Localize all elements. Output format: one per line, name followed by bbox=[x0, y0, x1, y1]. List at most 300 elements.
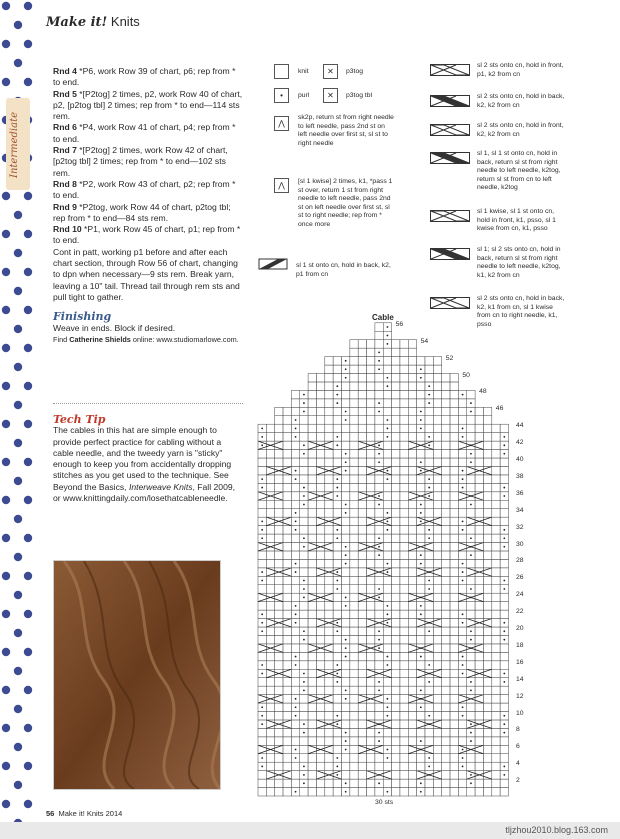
chart-cell bbox=[283, 593, 291, 601]
cable-cross bbox=[266, 466, 291, 474]
chart-cell bbox=[483, 458, 491, 466]
purl-mark bbox=[378, 689, 380, 691]
chart-cell bbox=[358, 458, 366, 466]
chart-cell bbox=[392, 340, 400, 348]
chart-cell bbox=[417, 416, 425, 424]
chart-cell bbox=[283, 433, 291, 441]
chart-cell bbox=[308, 407, 316, 415]
chart-cell bbox=[375, 627, 383, 635]
chart-cell bbox=[333, 652, 341, 660]
cable-cross bbox=[458, 441, 483, 449]
chart-cell bbox=[300, 788, 308, 796]
chart-cell bbox=[325, 712, 333, 720]
chart-cell bbox=[358, 407, 366, 415]
chart-cell bbox=[275, 754, 283, 762]
cable-cross bbox=[458, 543, 483, 551]
chart-cell bbox=[492, 644, 500, 652]
chart-cell bbox=[450, 382, 458, 390]
row-label: 34 bbox=[516, 506, 524, 514]
chart-cell bbox=[467, 788, 475, 796]
chart-cell bbox=[300, 703, 308, 711]
chart-cell bbox=[375, 500, 383, 508]
chart-cell bbox=[350, 754, 358, 762]
purl-mark bbox=[387, 377, 389, 379]
purl-mark bbox=[336, 495, 338, 497]
chart-cell bbox=[283, 652, 291, 660]
chart-cell bbox=[383, 720, 391, 728]
chart-cell bbox=[450, 534, 458, 542]
chart-cell bbox=[450, 602, 458, 610]
chart-cell bbox=[300, 720, 308, 728]
chart-cell bbox=[408, 678, 416, 686]
chart-cell bbox=[316, 441, 324, 449]
chart-cell bbox=[350, 593, 358, 601]
purl-mark bbox=[378, 546, 380, 548]
chart-cell bbox=[417, 374, 425, 382]
chart-cell bbox=[383, 500, 391, 508]
chart-cell bbox=[483, 703, 491, 711]
chart-cell bbox=[325, 357, 333, 365]
chart-cell bbox=[408, 526, 416, 534]
chart-cell bbox=[483, 543, 491, 551]
chart-cell bbox=[308, 559, 316, 567]
chart-cell bbox=[383, 576, 391, 584]
purl-mark bbox=[378, 504, 380, 506]
chart-cell bbox=[300, 661, 308, 669]
chart-cell bbox=[283, 627, 291, 635]
purl-mark bbox=[387, 613, 389, 615]
chart-cell bbox=[308, 635, 316, 643]
chart-cell bbox=[275, 652, 283, 660]
chart-cell bbox=[408, 754, 416, 762]
cable-cross bbox=[258, 745, 283, 753]
purl-mark bbox=[303, 495, 305, 497]
chart-cell bbox=[408, 669, 416, 677]
chart-cell bbox=[308, 534, 316, 542]
purl-mark bbox=[503, 766, 505, 768]
chart-cell bbox=[375, 492, 383, 500]
chart-cell bbox=[333, 619, 341, 627]
chart-cell bbox=[483, 593, 491, 601]
chart-cell bbox=[300, 466, 308, 474]
cable-symbol-icon bbox=[430, 124, 470, 136]
chart-cell bbox=[342, 762, 350, 770]
border-dot bbox=[2, 572, 10, 580]
chart-cell bbox=[275, 610, 283, 618]
chart-cell bbox=[300, 517, 308, 525]
chart-cell bbox=[442, 424, 450, 432]
chart-cell bbox=[500, 492, 508, 500]
chart-cell bbox=[375, 695, 383, 703]
chart-cell bbox=[316, 500, 324, 508]
chart-cell bbox=[417, 627, 425, 635]
chart-cell bbox=[333, 374, 341, 382]
chart-cell bbox=[450, 745, 458, 753]
chart-cell bbox=[342, 712, 350, 720]
chart-cell bbox=[475, 652, 483, 660]
chart-cell bbox=[483, 610, 491, 618]
cable-cross bbox=[258, 695, 283, 703]
chart-cell bbox=[358, 559, 366, 567]
chart-cell bbox=[458, 450, 466, 458]
chart-cell bbox=[392, 399, 400, 407]
chart-cell bbox=[342, 737, 350, 745]
chart-cell bbox=[400, 602, 408, 610]
chart-cell bbox=[258, 661, 266, 669]
chart-cell bbox=[467, 712, 475, 720]
chart-cell bbox=[392, 745, 400, 753]
chart-cell bbox=[417, 585, 425, 593]
purl-mark bbox=[345, 461, 347, 463]
chart-cell bbox=[275, 593, 283, 601]
cable-cross bbox=[316, 466, 341, 474]
chart-cell bbox=[358, 450, 366, 458]
chart-cell bbox=[350, 771, 358, 779]
chart-cell bbox=[492, 619, 500, 627]
chart-cell bbox=[400, 390, 408, 398]
chart-cell bbox=[308, 762, 316, 770]
chart-cell bbox=[442, 483, 450, 491]
chart-cell bbox=[375, 635, 383, 643]
chart-cell bbox=[383, 399, 391, 407]
chart-cell bbox=[467, 720, 475, 728]
purl-mark bbox=[345, 512, 347, 514]
chart-cell bbox=[425, 568, 433, 576]
chart-cell bbox=[308, 543, 316, 551]
chart-cell bbox=[392, 686, 400, 694]
chart-cell bbox=[483, 728, 491, 736]
chart-cell bbox=[283, 635, 291, 643]
chart-cell bbox=[467, 500, 475, 508]
chart-cell bbox=[375, 576, 383, 584]
border-dot bbox=[14, 249, 22, 257]
chart-cell bbox=[266, 500, 274, 508]
chart-cell bbox=[342, 416, 350, 424]
chart-cell bbox=[433, 492, 441, 500]
chart-cell bbox=[325, 382, 333, 390]
cable-cross bbox=[467, 466, 492, 474]
chart-cell bbox=[483, 559, 491, 567]
chart-cell bbox=[283, 610, 291, 618]
purl-mark bbox=[303, 580, 305, 582]
chart-cell bbox=[367, 416, 375, 424]
chart-cell bbox=[333, 593, 341, 601]
purl-mark bbox=[428, 673, 430, 675]
cable-cross bbox=[266, 517, 291, 525]
cable-cross bbox=[417, 517, 442, 525]
chart-cell bbox=[392, 661, 400, 669]
chart-cell bbox=[291, 534, 299, 542]
cable-cross bbox=[408, 543, 433, 551]
chart-cell bbox=[425, 788, 433, 796]
chart-cell bbox=[392, 627, 400, 635]
chart-cell bbox=[358, 635, 366, 643]
chart-cell bbox=[500, 754, 508, 762]
chart-cell bbox=[400, 754, 408, 762]
chart-cell bbox=[408, 382, 416, 390]
chart-cell bbox=[375, 771, 383, 779]
chart-cell bbox=[325, 458, 333, 466]
chart-cell bbox=[400, 678, 408, 686]
chart-cell bbox=[291, 610, 299, 618]
chart-cell bbox=[350, 365, 358, 373]
chart-cell bbox=[316, 551, 324, 559]
chart-cell bbox=[492, 788, 500, 796]
chart-cell bbox=[425, 424, 433, 432]
chart-cell bbox=[258, 686, 266, 694]
chart-cell bbox=[450, 526, 458, 534]
chart-cell bbox=[308, 745, 316, 753]
chart-cell bbox=[425, 357, 433, 365]
chart-cell bbox=[283, 475, 291, 483]
chart-cell bbox=[333, 416, 341, 424]
chart-cell bbox=[475, 720, 483, 728]
chart-cell bbox=[291, 424, 299, 432]
chart-cell bbox=[350, 551, 358, 559]
chart-cell bbox=[425, 441, 433, 449]
chart-cell bbox=[383, 526, 391, 534]
chart-cell bbox=[333, 433, 341, 441]
cable-cross bbox=[458, 745, 483, 753]
chart-cell bbox=[492, 728, 500, 736]
chart-cell bbox=[483, 466, 491, 474]
chart-cell bbox=[333, 771, 341, 779]
chart-cell bbox=[467, 458, 475, 466]
chart-cell bbox=[350, 357, 358, 365]
chart-cell bbox=[308, 568, 316, 576]
chart-cell bbox=[383, 466, 391, 474]
chart-cell bbox=[433, 593, 441, 601]
chart-cell bbox=[458, 585, 466, 593]
chart-cell bbox=[325, 678, 333, 686]
chart-cell bbox=[442, 593, 450, 601]
chart-cell bbox=[433, 585, 441, 593]
chart-cell bbox=[433, 509, 441, 517]
chart-cell bbox=[358, 652, 366, 660]
chart-cell bbox=[500, 779, 508, 787]
chart-cell bbox=[308, 509, 316, 517]
border-dot bbox=[2, 2, 10, 10]
chart-cell bbox=[450, 441, 458, 449]
swatch-photo bbox=[53, 560, 221, 790]
chart-cell bbox=[408, 407, 416, 415]
chart-cell bbox=[458, 703, 466, 711]
chart-cell bbox=[383, 509, 391, 517]
chart-cell bbox=[417, 517, 425, 525]
chart-cell bbox=[300, 500, 308, 508]
chart-cell bbox=[467, 585, 475, 593]
chart-cell bbox=[266, 559, 274, 567]
chart-cell bbox=[467, 543, 475, 551]
purl-mark bbox=[462, 487, 464, 489]
chart-cell bbox=[492, 475, 500, 483]
chart-cell bbox=[316, 509, 324, 517]
purl-mark bbox=[345, 368, 347, 370]
chart-cell bbox=[258, 627, 266, 635]
purl-mark bbox=[387, 664, 389, 666]
chart-cell bbox=[433, 635, 441, 643]
chart-cell bbox=[392, 517, 400, 525]
chart-cell bbox=[283, 737, 291, 745]
chart-cell bbox=[291, 551, 299, 559]
chart-cell bbox=[500, 500, 508, 508]
chart-cell bbox=[350, 458, 358, 466]
chart-cell bbox=[291, 728, 299, 736]
chart-cell bbox=[367, 593, 375, 601]
chart-cell bbox=[316, 635, 324, 643]
cable-cross bbox=[367, 466, 392, 474]
chart-cell bbox=[442, 551, 450, 559]
purl-mark bbox=[345, 605, 347, 607]
border-dot bbox=[14, 363, 22, 371]
chart-cell bbox=[258, 745, 266, 753]
chart-cell bbox=[450, 585, 458, 593]
chart-cell bbox=[308, 492, 316, 500]
double-dec-label: [sl 1 kwise] 2 times, k1, *pass 1 st over, return 1 st from right needle to left needle, pass 2nd st on left needle over first st, sl st to right needle; rep from * once more bbox=[298, 178, 393, 228]
chart-cell bbox=[408, 458, 416, 466]
chart-cell bbox=[450, 703, 458, 711]
purl-mark bbox=[462, 757, 464, 759]
chart-cell bbox=[275, 669, 283, 677]
chart-cell bbox=[483, 500, 491, 508]
chart-cell bbox=[442, 517, 450, 525]
purl-mark bbox=[387, 512, 389, 514]
chart-cell bbox=[375, 661, 383, 669]
chart-cell bbox=[308, 466, 316, 474]
chart-cell bbox=[300, 441, 308, 449]
chart-cell bbox=[433, 728, 441, 736]
chart-cell bbox=[392, 585, 400, 593]
chart-cell bbox=[342, 483, 350, 491]
chart-cell bbox=[308, 585, 316, 593]
chart-cell bbox=[492, 771, 500, 779]
row-label: 44 bbox=[516, 422, 524, 430]
chart-cell bbox=[342, 559, 350, 567]
chart-cell bbox=[400, 374, 408, 382]
chart-cell bbox=[325, 695, 333, 703]
purl-mark bbox=[387, 385, 389, 387]
chart-cell bbox=[300, 644, 308, 652]
chart-cell bbox=[291, 559, 299, 567]
chart-cell bbox=[383, 416, 391, 424]
purl-mark bbox=[503, 546, 505, 548]
chart-cell bbox=[500, 466, 508, 474]
chart-cell bbox=[308, 399, 316, 407]
purl-mark bbox=[428, 487, 430, 489]
purl-mark bbox=[303, 546, 305, 548]
chart-cell bbox=[483, 450, 491, 458]
chart-cell bbox=[275, 500, 283, 508]
chart-cell bbox=[350, 433, 358, 441]
chart-cell bbox=[342, 568, 350, 576]
chart-cell bbox=[275, 703, 283, 711]
chart-cell bbox=[367, 585, 375, 593]
chart-cell bbox=[283, 517, 291, 525]
chart-cell bbox=[467, 703, 475, 711]
chart-cell bbox=[383, 559, 391, 567]
chart-cell bbox=[266, 441, 274, 449]
chart-cell bbox=[266, 450, 274, 458]
chart-cell bbox=[316, 695, 324, 703]
chart-cell bbox=[458, 534, 466, 542]
chart-cell bbox=[375, 619, 383, 627]
chart-cell bbox=[316, 517, 324, 525]
chart-cell bbox=[358, 669, 366, 677]
chart-cell bbox=[342, 534, 350, 542]
chart-cell bbox=[350, 737, 358, 745]
chart-cell bbox=[308, 424, 316, 432]
purl-mark bbox=[303, 411, 305, 413]
chart-cell bbox=[500, 678, 508, 686]
page-footer bbox=[46, 809, 122, 818]
chart-cell bbox=[417, 458, 425, 466]
chart-cell bbox=[442, 559, 450, 567]
chart-cell bbox=[425, 686, 433, 694]
chart-cell bbox=[467, 635, 475, 643]
purl-mark bbox=[378, 774, 380, 776]
chart-cell bbox=[425, 543, 433, 551]
chart-cell bbox=[417, 365, 425, 373]
chart-cell bbox=[475, 593, 483, 601]
purl-mark bbox=[336, 571, 338, 573]
chart-cell bbox=[367, 492, 375, 500]
chart-cell bbox=[358, 416, 366, 424]
purl-mark bbox=[336, 774, 338, 776]
chart-cell bbox=[383, 424, 391, 432]
chart-cell bbox=[467, 450, 475, 458]
chart-cell bbox=[375, 568, 383, 576]
cable-symbol-label: sl 2 sts onto cn, hold in front, p1, k2 from cn bbox=[477, 62, 564, 78]
chart-cell bbox=[458, 661, 466, 669]
chart-cell bbox=[408, 593, 416, 601]
tech-tip-text: The cables in this hat are simple enough to provide perfect practice for cabling without a cable needle, and the tweedy yarn is "sticky" enough to keep you from accidentally dropping stitches as you get used to the technique. See Beyond the Basics, Interweave Knits, Fall 2009, or www.knittingdaily.com/losethatcableneedle. bbox=[53, 425, 236, 504]
purl-mark bbox=[303, 487, 305, 489]
chart-cell bbox=[375, 644, 383, 652]
chart-cell bbox=[350, 466, 358, 474]
chart-cell bbox=[291, 483, 299, 491]
chart-cell bbox=[300, 754, 308, 762]
chart-cell bbox=[400, 585, 408, 593]
purl-mark bbox=[462, 470, 464, 472]
chart-cell bbox=[275, 517, 283, 525]
chart-cell bbox=[325, 568, 333, 576]
purl-mark bbox=[462, 580, 464, 582]
chart-cell bbox=[492, 779, 500, 787]
chart-cell bbox=[500, 475, 508, 483]
round-6: Rnd 6 *P4, work Row 41 of chart, p4; rep from * to end. bbox=[53, 122, 236, 144]
chart-cell bbox=[392, 416, 400, 424]
chart-cell bbox=[342, 678, 350, 686]
chart-cell bbox=[325, 745, 333, 753]
purl-mark bbox=[336, 766, 338, 768]
chart-cell bbox=[342, 728, 350, 736]
chart-cell bbox=[417, 703, 425, 711]
chart-cell bbox=[433, 661, 441, 669]
chart-cell bbox=[400, 357, 408, 365]
chart-cell bbox=[425, 779, 433, 787]
chart-cell bbox=[400, 695, 408, 703]
purl-mark bbox=[345, 546, 347, 548]
chart-cell bbox=[342, 458, 350, 466]
chart-cell bbox=[408, 635, 416, 643]
chart-cell bbox=[350, 635, 358, 643]
chart-cell bbox=[492, 433, 500, 441]
chart-cell bbox=[358, 771, 366, 779]
cable-cross bbox=[316, 771, 341, 779]
chart-cell bbox=[275, 407, 283, 415]
chart-cell bbox=[383, 483, 391, 491]
chart-cell bbox=[275, 492, 283, 500]
